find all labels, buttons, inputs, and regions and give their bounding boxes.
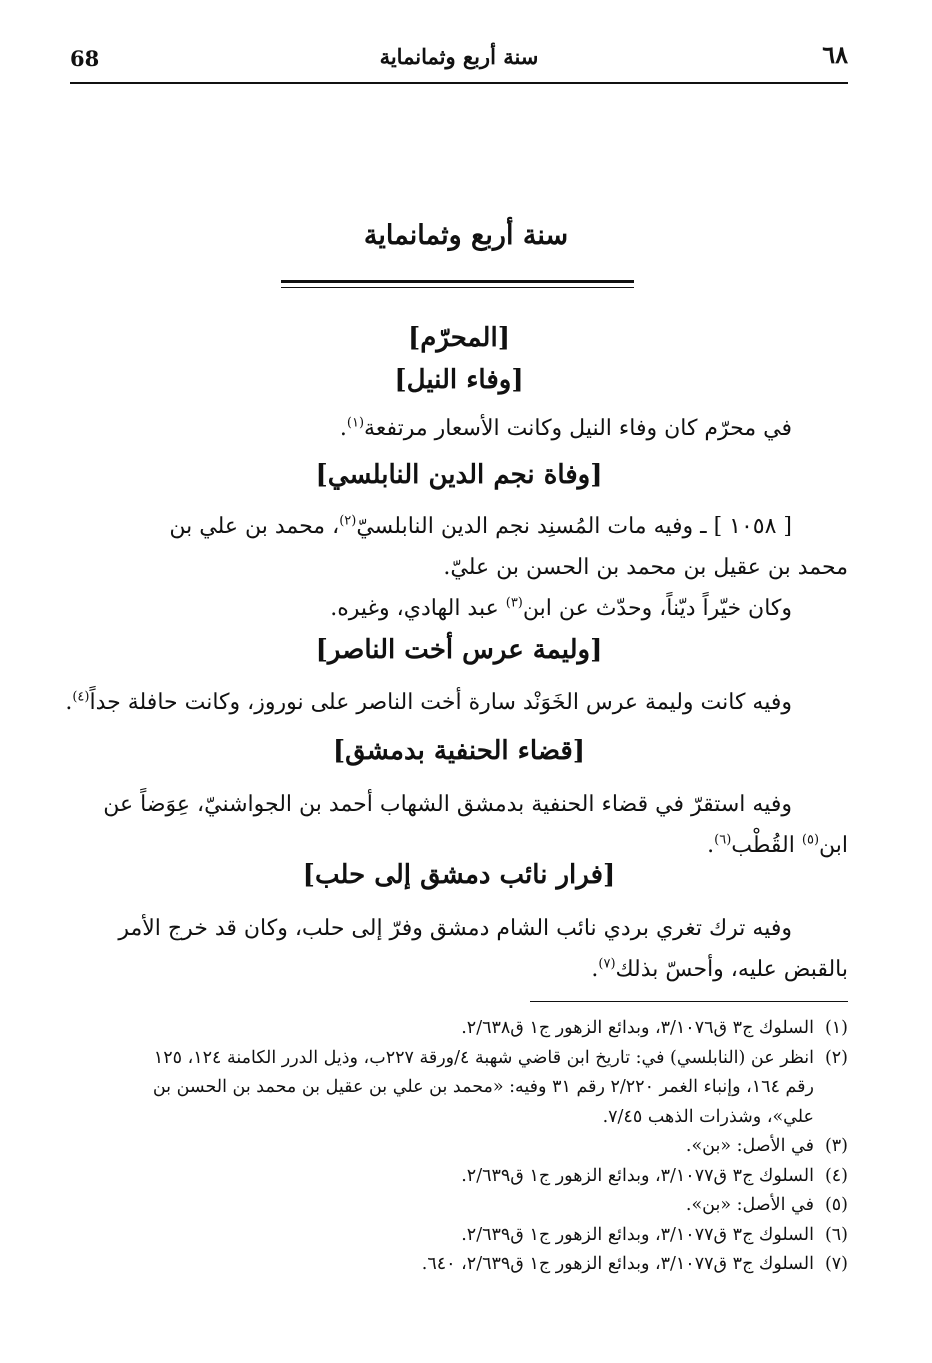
footnote-text: في الأصل: «بن». (685, 1195, 814, 1215)
running-header (70, 40, 848, 76)
footnote-number: (٦) (824, 1224, 848, 1245)
footnote-number: (٧) (824, 1254, 848, 1274)
footnote-number: (٣) (824, 1136, 848, 1156)
paragraph-text: بالقبض عليه، وأحسّ بذلك (615, 957, 848, 982)
footnote-item (76, 1221, 848, 1251)
paragraph-text: [ ١٠٥٨ ] ـ وفيه مات المُسنِد نجم الدين النابلسيّ (356, 514, 792, 539)
footnote-item (76, 1044, 848, 1074)
paragraph-firar (76, 908, 848, 990)
footnote-ref: (٧) (598, 956, 616, 972)
paragraph-text: . (707, 833, 715, 858)
section-heading-qada: [قضاء الحنفية بدمشق] (332, 736, 586, 766)
paragraph-text: وكان خيّراً ديّناً، وحدّث عن ابن (522, 596, 792, 621)
paragraph-nile (76, 408, 848, 449)
footnote-ref: (١) (346, 415, 365, 431)
chapter-title: سنة أربع وثمانماية (363, 220, 569, 251)
section-heading-walima: [وليمة عرس أخت الناصر] (315, 635, 603, 665)
section-heading-najm: [وفاة نجم الدين النابلسي] (315, 460, 603, 490)
footnote-ref: (٤) (72, 689, 90, 705)
paragraph-line (76, 949, 848, 990)
paragraph-line: محمد بن عقيل بن محمد بن الحسن بن عليّ. (443, 555, 848, 580)
section-heading-muharram: [المحرّم] (407, 323, 510, 353)
footnote-text: رقم ١٦٤، وإنباء الغمر ٢/٢٢٠ رقم ٣١ وفيه: «محمد بن علي بن عقيل بن محمد بن الحسن بن (152, 1077, 814, 1097)
page-number-arabic: ٦٨ (822, 40, 848, 69)
paragraph-line (76, 408, 848, 449)
paragraph-text: ابن (819, 833, 848, 858)
paragraph-text: . (591, 957, 599, 982)
paragraph-line (76, 506, 848, 547)
paragraph-text: . (339, 416, 347, 441)
footnote-number: (١) (824, 1018, 848, 1038)
page-number-latin: 68 (70, 46, 100, 71)
footnote-text: علي»، وشذرات الذهب ٧/٤٥. (602, 1106, 814, 1127)
section-heading-firar: [فرار نائب دمشق إلى حلب] (302, 860, 616, 890)
footnote-item (76, 1191, 848, 1221)
paragraph-line: وفيه استقرّ في قضاء الحنفية بدمشق الشهاب أحمد بن الجواشنيّ، عِوَضاً عن (103, 792, 792, 817)
paragraph-text: وفيه كانت وليمة عرس الخَوَنْد سارة أخت الناصر على نوروز، وكانت حافلة جداً (89, 690, 792, 715)
footnote-ref: (٦) (714, 832, 732, 848)
paragraph-text: ، محمد بن علي بن (169, 514, 340, 539)
footnote-text: في الأصل: «بن». (685, 1136, 814, 1156)
footnote-ref: (٢) (339, 513, 357, 529)
footnote-item (76, 1250, 848, 1280)
footnote-item (76, 1014, 848, 1044)
footnote-text: السلوك ج٣ ق٣/١٠٧٧، وبدائع الزهور ج١ ق٢/٦٣٩. (461, 1165, 814, 1186)
footnotes (76, 1014, 848, 1280)
paragraph-walima (65, 682, 848, 723)
paragraph-najm (76, 506, 848, 629)
paragraph-text: في محرّم كان وفاء النيل وكانت الأسعار مرتفعة (364, 416, 792, 441)
footnote-item (76, 1162, 848, 1192)
chapter-title-double-rule (281, 280, 634, 288)
section-heading-nile: [وفاء النيل] (394, 365, 524, 395)
footnote-number: (٢) (824, 1047, 848, 1068)
paragraph-text: القُطْب (731, 833, 802, 858)
footnote-number: (٥) (824, 1195, 848, 1215)
footnote-separator (530, 1001, 848, 1002)
footnote-text: السلوك ج٣ ق٣/١٠٧٧، وبدائع الزهور ج١ ق٢/٦٣٩. (461, 1224, 814, 1245)
footnote-ref: (٣) (505, 595, 523, 611)
footnote-ref: (٥) (801, 832, 820, 848)
running-title: سنة أربع وثمانماية (379, 44, 539, 69)
footnote-number: (٤) (824, 1165, 848, 1186)
paragraph-line: وفيه ترك تغري بردي نائب الشام دمشق وفرّ إلى حلب، وكان قد خرج الأمر (118, 916, 792, 941)
paragraph-text: . (65, 690, 73, 715)
footnote-text: انظر عن (النابلسي) في: تاريخ ابن قاضي شهبة ٤/ورقة ٢٢٧ب، وذيل الدرر الكامنة ١٢٤، ١٢٥ (153, 1047, 814, 1068)
paragraph-line (65, 682, 848, 723)
paragraph-text: عبد الهادي، وغيره. (330, 596, 506, 621)
paragraph-qada (76, 784, 848, 866)
footnote-text: السلوك ج٣ ق٣/١٠٧٦، وبدائع الزهور ج١ ق٢/٦٣٨. (461, 1018, 814, 1038)
footnote-text: السلوك ج٣ ق٣/١٠٧٧، وبدائع الزهور ج١ ق٢/٦٣٩، ٦٤٠. (421, 1254, 814, 1274)
paragraph-line (76, 588, 848, 629)
header-rule (70, 82, 848, 84)
footnote-item (76, 1132, 848, 1162)
